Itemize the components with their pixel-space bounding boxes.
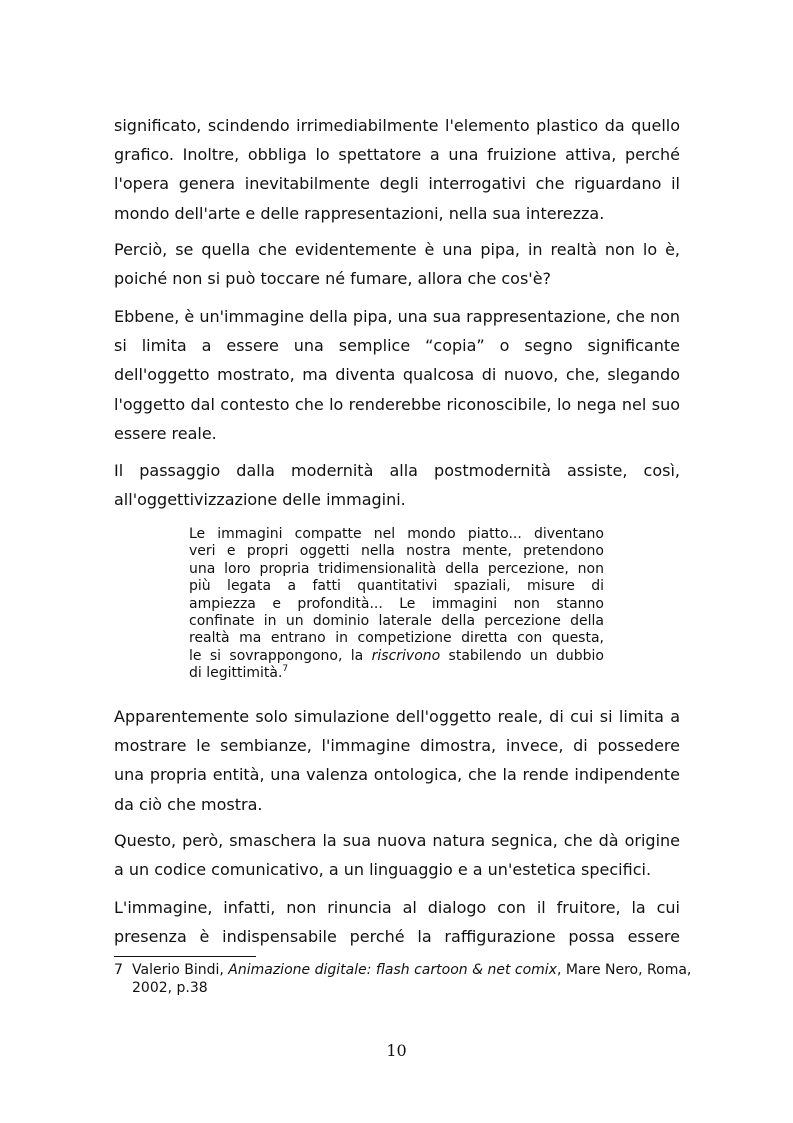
quote-line: veri e propri oggetti nella nostra mente, pretendono bbox=[189, 543, 604, 560]
text-line: significato, scindendo irrimediabilmente l'elemento plastico da quello bbox=[114, 116, 680, 135]
footnote-separator bbox=[114, 956, 256, 957]
paragraph-3 bbox=[114, 302, 680, 448]
paragraph-6 bbox=[114, 826, 680, 884]
text-line: l'opera genera inevitabilmente degli interrogativi che riguardano il bbox=[114, 174, 680, 194]
block-quote bbox=[189, 526, 604, 683]
text-line: l'oggetto dal contesto che lo renderebbe riconoscibile, lo nega nel suo bbox=[114, 394, 680, 414]
quote-line: confinate in un dominio laterale della percezione della bbox=[189, 613, 604, 630]
text-line: Questo, però, smaschera la sua nuova natura segnica, che dà origine bbox=[114, 831, 680, 850]
paragraph-2 bbox=[114, 235, 680, 293]
quote-italic-text: riscrivono bbox=[371, 647, 441, 664]
quote-line bbox=[189, 665, 604, 682]
text-line: all'oggettivizzazione delle immagini. bbox=[114, 490, 406, 510]
paragraph-1 bbox=[114, 111, 680, 228]
paragraph-5 bbox=[114, 702, 680, 819]
footnote-publisher: , Mare Nero, Roma, bbox=[556, 962, 692, 978]
text-line: L'immagine, infatti, non rinuncia al dialogo con il fruitore, la cui bbox=[114, 898, 680, 917]
text-line: grafico. Inoltre, obbliga lo spettatore a una fruizione attiva, perché bbox=[114, 145, 680, 165]
quote-text: le si sovrappongono, la bbox=[189, 647, 372, 664]
quote-text: di legittimità. bbox=[189, 665, 283, 682]
quote-line bbox=[189, 648, 604, 665]
footnote-line: 2002, p.38 bbox=[132, 980, 208, 996]
quote-line: Le immagini compatte nel mondo piatto... diventano bbox=[189, 526, 604, 542]
quote-line: realtà ma entrano in competizione diretta con questa, bbox=[189, 630, 604, 647]
text-line: da ciò che mostra. bbox=[114, 794, 263, 814]
footnote-reference[interactable]: 7 bbox=[282, 663, 289, 674]
text-line: a un codice comunicativo, a un linguaggio e a un'estetica specifici. bbox=[114, 860, 652, 880]
text-line: essere reale. bbox=[114, 423, 217, 443]
text-line: Ebbene, è un'immagine della pipa, una sua rappresentazione, che non bbox=[114, 307, 681, 326]
text-line: Il passaggio dalla modernità alla postmodernità assiste, così, bbox=[114, 461, 680, 480]
quote-line: più legata a fatti quantitativi spaziali, misure di bbox=[189, 578, 604, 595]
text-line: Apparentemente solo simulazione dell'oggetto reale, di cui si limita a bbox=[114, 707, 680, 726]
quote-text: stabilendo un dubbio bbox=[440, 647, 604, 664]
footnote bbox=[114, 961, 692, 997]
quote-line: ampiezza e profondità... Le immagini non stanno bbox=[189, 595, 604, 612]
footnote-title: Animazione digitale: flash cartoon & net comix bbox=[228, 962, 557, 978]
footnote-author: Valerio Bindi, bbox=[132, 962, 229, 978]
text-line: presenza è indispensabile perché la raffigurazione possa essere bbox=[114, 927, 680, 947]
paragraph-4 bbox=[114, 456, 680, 514]
text-line: una propria entità, una valenza ontologica, che la rende indipendente bbox=[114, 765, 680, 785]
footnote-line bbox=[132, 961, 692, 979]
footnote-body bbox=[132, 961, 692, 997]
text-line: mondo dell'arte e delle rappresentazioni, nella sua interezza. bbox=[114, 203, 605, 223]
page-number: 10 bbox=[386, 1041, 407, 1060]
footnote-number: 7 bbox=[114, 962, 123, 978]
text-line: poiché non si può toccare né fumare, allora che cos'è? bbox=[114, 269, 552, 289]
text-line: mostrare le sembianze, l'immagine dimostra, invece, di possedere bbox=[114, 736, 680, 756]
text-line: si limita a essere una semplice “copia” o segno significante bbox=[114, 336, 680, 356]
quote-line: una loro propria tridimensionalità della percezione, non bbox=[189, 560, 604, 577]
paragraph-7 bbox=[114, 893, 680, 951]
text-line: dell'oggetto mostrato, ma diventa qualcosa di nuovo, che, slegando bbox=[114, 365, 680, 385]
text-line: Perciò, se quella che evidentemente è una pipa, in realtà non lo è, bbox=[114, 240, 680, 259]
